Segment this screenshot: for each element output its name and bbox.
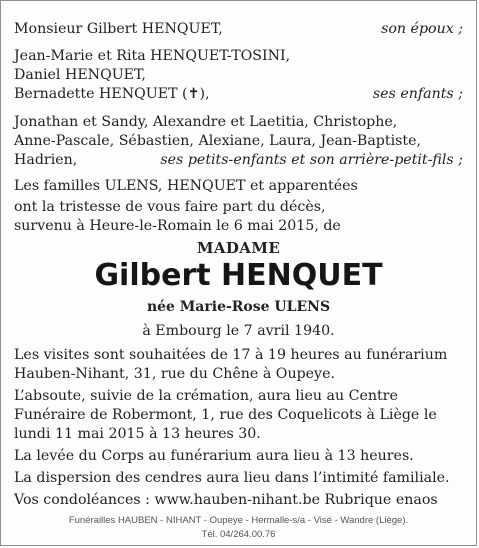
children-line-2: [14, 67, 463, 84]
grandchildren-names-1: Jonathan et Sandy, Alexandre et Laetitia, Christophe,: [14, 114, 398, 130]
absoute-line-1: [14, 388, 463, 405]
grandchildren-names-2: Anne-Pascale, Sébastien, Alexiane, Laura, Jean-Baptiste,: [14, 133, 422, 149]
dispersion-line: [14, 470, 463, 487]
announcement-text-3: survenu à Heure-le-Romain le 6 mai 2015, de: [14, 218, 341, 234]
announcement-line-1: [14, 178, 463, 195]
spouse-role: son époux ;: [381, 21, 463, 37]
spouse-line: [14, 21, 463, 38]
announcement-line-2: [14, 199, 463, 216]
children-name-2: Daniel HENQUET,: [14, 67, 146, 83]
funeral-home-info: Funérailles HAUBEN - NIHANT - Oupeye - Hermalle-s/a - Visé - Wandre (Liège).: [68, 515, 409, 526]
spouse-name: Monsieur Gilbert HENQUET,: [14, 21, 223, 37]
announcement-text-2: ont la tristesse de vous faire part du décès,: [14, 199, 326, 215]
visits-text-2: Hauben-Nihant, 31, rue du Chêne à Oupeye.: [14, 366, 335, 382]
visits-line-1: [14, 347, 463, 364]
grandchildren-names-3: Hadrien,: [14, 152, 78, 168]
absoute-line-3: [14, 426, 463, 443]
grandchildren-line-1: [14, 114, 463, 131]
children-role: ses enfants ;: [372, 86, 463, 102]
grandchildren-line-3: [14, 152, 463, 169]
cross-icon: ✝: [187, 86, 200, 102]
visits-line-2: [14, 366, 463, 383]
deceased-birth-name: née Marie-Rose ULENS: [146, 299, 331, 315]
children-name-3-post: ),: [199, 86, 210, 102]
children-line-3: [14, 86, 463, 103]
children-line-1: [14, 48, 463, 65]
announcement-line-3: [14, 218, 463, 235]
children-name-1: Jean-Marie et Rita HENQUET-TOSINI,: [14, 48, 291, 64]
funeral-home-phone: Tél. 04/264.00.76: [201, 529, 276, 540]
condolences-text: Vos condoléances : www.hauben-nihant.be Rubrique enaos: [14, 492, 438, 508]
levee-line: [14, 448, 463, 465]
absoute-line-2: [14, 407, 463, 424]
visits-text-1: Les visites sont souhaitées de 17 à 19 heures au funérarium: [14, 347, 448, 363]
deceased-birth: à Embourg le 7 avril 1940.: [142, 323, 335, 339]
grandchildren-line-2: [14, 133, 463, 150]
condolences-line: [14, 492, 463, 509]
announcement-text-1: Les familles ULENS, HENQUET et apparentées: [14, 178, 358, 194]
absoute-text-1: L’absoute, suivie de la crémation, aura lieu au Centre: [14, 388, 398, 404]
deceased-title: MADAME: [196, 239, 281, 257]
children-name-3-pre: Bernadette HENQUET (: [14, 86, 188, 102]
grandchildren-role: ses petits-enfants et son arrière-petit-fils ;: [160, 152, 463, 168]
absoute-text-3: lundi 11 mai 2015 à 13 heures 30.: [14, 426, 261, 442]
deceased-name: Gilbert HENQUET: [94, 258, 383, 293]
levee-text: La levée du Corps au funérarium aura lieu à 13 heures.: [14, 448, 414, 464]
absoute-text-2: Funéraire de Robermont, 1, rue des Coquelicots à Liège le: [14, 407, 437, 423]
dispersion-text: La dispersion des cendres aura lieu dans l’intimité familiale.: [14, 470, 450, 486]
